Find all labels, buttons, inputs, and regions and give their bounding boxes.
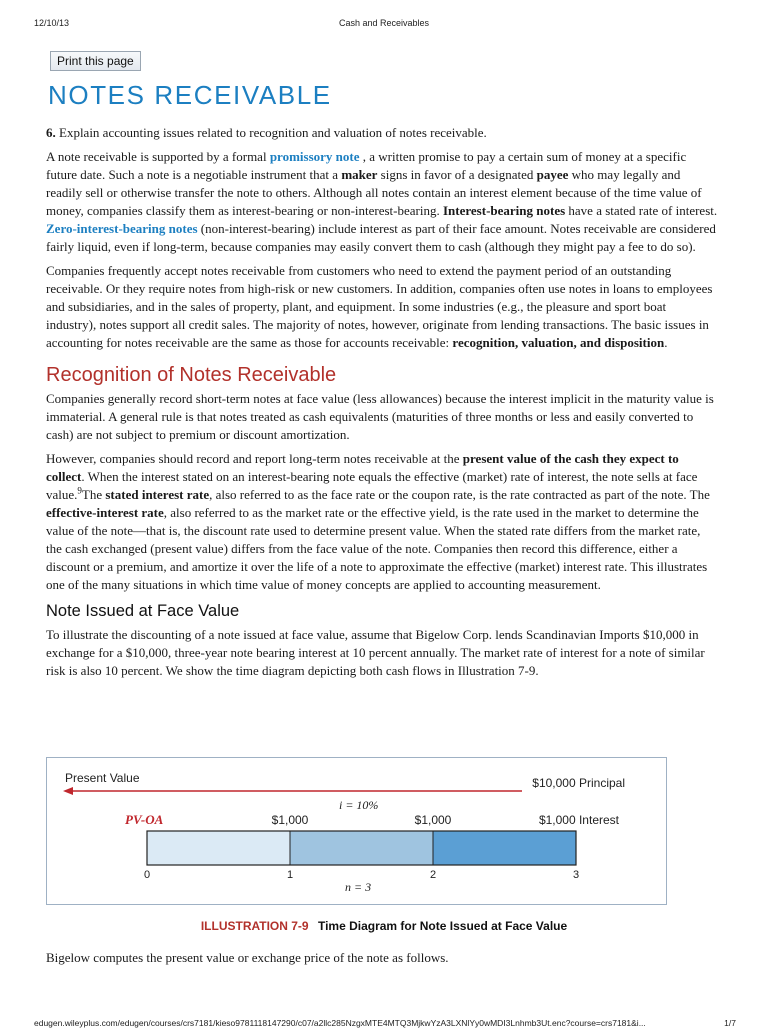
text-run: , a written promise to pay a certain sum of money at a specific future date. Such a note is a negotiable instrument that a xyxy=(46,149,687,182)
subsection-heading: Note Issued at Face Value xyxy=(46,602,240,620)
caption-text: Time Diagram for Note Issued at Face Value xyxy=(317,919,568,933)
bold-issues: recognition, valuation, and disposition xyxy=(452,335,665,350)
page-header xyxy=(0,18,768,30)
learning-objective xyxy=(46,124,718,142)
bold-stated-rate: stated interest rate xyxy=(105,487,210,502)
text-run: However, companies should record and report long-term notes receivable at the xyxy=(46,451,460,466)
caption-label: ILLUSTRATION 7-9 xyxy=(200,919,309,933)
label-present-value: Present Value xyxy=(65,771,140,785)
paragraph-uses xyxy=(46,262,718,352)
text-run: who may legally and readily sell or otherwise transfer the note to others. Although all notes contain an interest element because of the time value of money, companies classify them as interest-bearing or non-interest-bearing. xyxy=(46,167,702,218)
link-promissory-note[interactable]: promissory note xyxy=(269,149,360,164)
text-run: Companies frequently accept notes receivable from customers who need to extend the payment period of an outstanding receivable. Or they require notes from high-risk or new customers. In addition, companies often use notes in loans to employees and subsidiaries, and in the sales of property, plant, and equipment. In some industries (e.g., the pleasure and sport boat industry), notes support all credit sales. The majority of notes, however, originate from lending transactions. The basic issues in accounting for notes receivable are the same as those for accounts receivable: xyxy=(46,263,713,350)
paragraph-after-figure: Bigelow computes the present value or exchange price of the note as follows. xyxy=(46,950,449,965)
label-periods: n = 3 xyxy=(345,880,372,894)
label-rate: i = 10% xyxy=(339,798,379,812)
paragraph-long-term xyxy=(46,450,718,594)
text-run: A note receivable is supported by a formal xyxy=(46,149,267,164)
print-date: 12/10/13 xyxy=(34,18,70,28)
term-maker: maker xyxy=(341,167,378,182)
page-title: NOTES RECEIVABLE xyxy=(48,80,332,110)
page-footer xyxy=(0,1018,768,1030)
print-title: Cash and Receivables xyxy=(338,18,430,28)
paragraph-illustration: To illustrate the discounting of a note issued at face value, assume that Bigelow Corp. lends Scandinavian Imports $10,000 in exchange for a $10,000, three-year note bearing interest at 10 percent annually. The market rate of interest for a note of similar risk is also 10 percent. We show the time diagram depicting both cash flows in Illustration 7-9. xyxy=(46,627,705,678)
label-cash-2: $1,000 xyxy=(414,813,452,827)
label-pv-oa: PV-OA xyxy=(125,812,164,827)
footer-url: edugen.wileyplus.com/edugen/courses/crs7181/kieso9781118147290/c07/a2llc285NzgxMTE4MTQ3MjkwYzA3LXNlYy0wMDI3Lnhmb3Ut.enc?course=crs7181&i... xyxy=(34,1018,646,1028)
print-button[interactable]: Print this page xyxy=(50,51,141,71)
text-run: have a stated rate of interest. xyxy=(568,203,718,218)
term-payee: payee xyxy=(536,167,569,182)
bold-present-value: present value of the cash they expect to collect xyxy=(46,451,679,484)
text-run: , also referred to as the market rate or the effective yield, is the rate used in the market to determine the value of the note—that is, the discount rate used to determine present value. When the stated rate differs from the market rate, the cash exchanged (present value) differs from the face value of the note. Companies then record this difference, either a discount or a premium, and amortize it over the life of a note to approximate the effective (market) interest rate. This illustrates one of the many situations in which time value of money concepts are applied to accounting measurement. xyxy=(46,505,708,592)
text-run: , also referred to as the face rate or the coupon rate, is the rate contracted as part of the note. The xyxy=(209,487,710,502)
period-1: 1 xyxy=(286,869,294,881)
label-cash-1: $1,000 xyxy=(271,813,309,827)
bold-effective-rate: effective-interest rate xyxy=(46,505,164,520)
paragraph-definition xyxy=(46,148,718,256)
label-principal: $10,000 Principal xyxy=(532,776,625,790)
footnote-ref[interactable]: 9 xyxy=(77,485,82,496)
article-body xyxy=(46,124,718,686)
label-cash-3: $1,000 Interest xyxy=(538,813,619,827)
text-run: (non-interest-bearing) include interest as part of their face amount. Notes receivable are considered fairly liquid, even if long-term, because companies may easily convert them to cash (although they might pay a fee to do so). xyxy=(46,221,716,254)
period-0: 0 xyxy=(143,869,151,881)
paragraph-short-term: Companies generally record short-term notes at face value (less allowances) because the interest implicit in the maturity value is immaterial. A general rule is that notes treated as cash equivalents (maturities of three months or less and easily converted to cash) are not subject to premium or discount amortization. xyxy=(46,391,714,442)
timeline-segment-2 xyxy=(290,831,433,865)
text-run: . xyxy=(664,335,668,350)
timeline-segment-1 xyxy=(147,831,290,865)
time-diagram xyxy=(46,757,667,905)
page-number: 1/7 xyxy=(724,1018,736,1028)
period-2: 2 xyxy=(429,869,437,881)
text-run: The xyxy=(81,487,103,502)
objective-number: 6. xyxy=(46,125,56,140)
text-run: signs in favor of a designated xyxy=(380,167,534,182)
time-diagram-svg xyxy=(47,758,667,905)
timeline-segment-3 xyxy=(433,831,576,865)
figure-caption xyxy=(0,919,768,933)
objective-text: Explain accounting issues related to recognition and valuation of notes receivable. xyxy=(59,125,487,140)
arrow-head-icon xyxy=(63,787,73,795)
link-zero-interest-notes[interactable]: Zero-interest-bearing notes xyxy=(46,221,198,236)
period-3: 3 xyxy=(572,869,580,881)
term-interest-bearing: Interest-bearing notes xyxy=(442,203,566,218)
text-run: . When the interest stated on an interest-bearing note equals the effective (market) rate of interest, the note sells at face value. xyxy=(46,469,698,502)
section-heading: Recognition of Notes Receivable xyxy=(46,364,337,386)
